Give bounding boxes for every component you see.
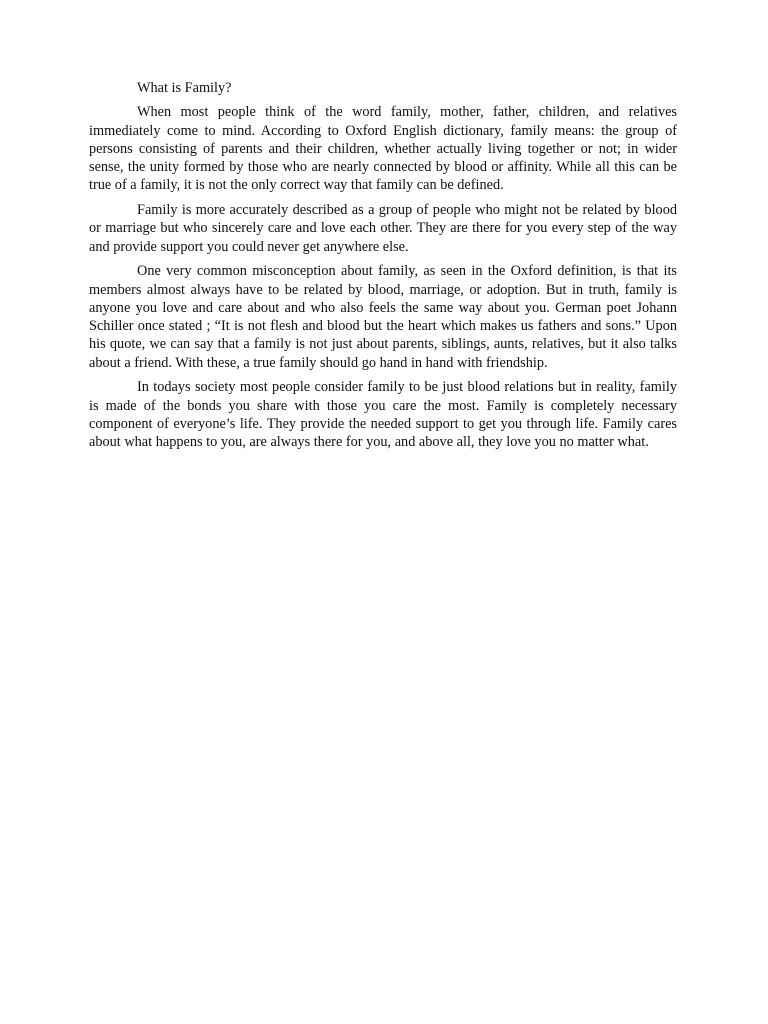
paragraph-1: When most people think of the word family, mother, father, children, and relatives immediately come to mind. According to Oxford English dictionary, family means: the group of persons consisting of parents and their children, whether actually living together or not; in wider sense, the unity formed by those who are nearly connected by blood or affinity. While all this can be true of a family, it is not the only correct way that family can be defined.: [89, 104, 677, 194]
paragraph-2: Family is more accurately described as a group of people who might not be related by blood or marriage but who sincerely care and love each other. They are there for you every step of the way and provide support you could never get anywhere else.: [89, 202, 677, 255]
paragraph-3: One very common misconception about family, as seen in the Oxford definition, is that its members almost always have to be related by blood, marriage, or adoption. But in truth, family is anyone you love and care about and who also feels the same way about you. German poet Johann Schiller once stated ; “It is not flesh and blood but the heart which makes us fathers and sons.” Upon his quote, we can say that a family is not just about parents, siblings, aunts, relatives, but it also talks about a friend. With these, a true family should go hand in hand with friendship.: [89, 263, 677, 371]
document-page: [89, 79, 677, 458]
document-title: What is Family?: [137, 80, 232, 96]
paragraph-4: In todays society most people consider family to be just blood relations but in reality, family is made of the bonds you share with those you care the most. Family is completely necessary component of everyone’s life. They provide the needed support to get you through life. Family cares about what happens to you, are always there for you, and above all, they love you no matter what.: [89, 379, 677, 450]
